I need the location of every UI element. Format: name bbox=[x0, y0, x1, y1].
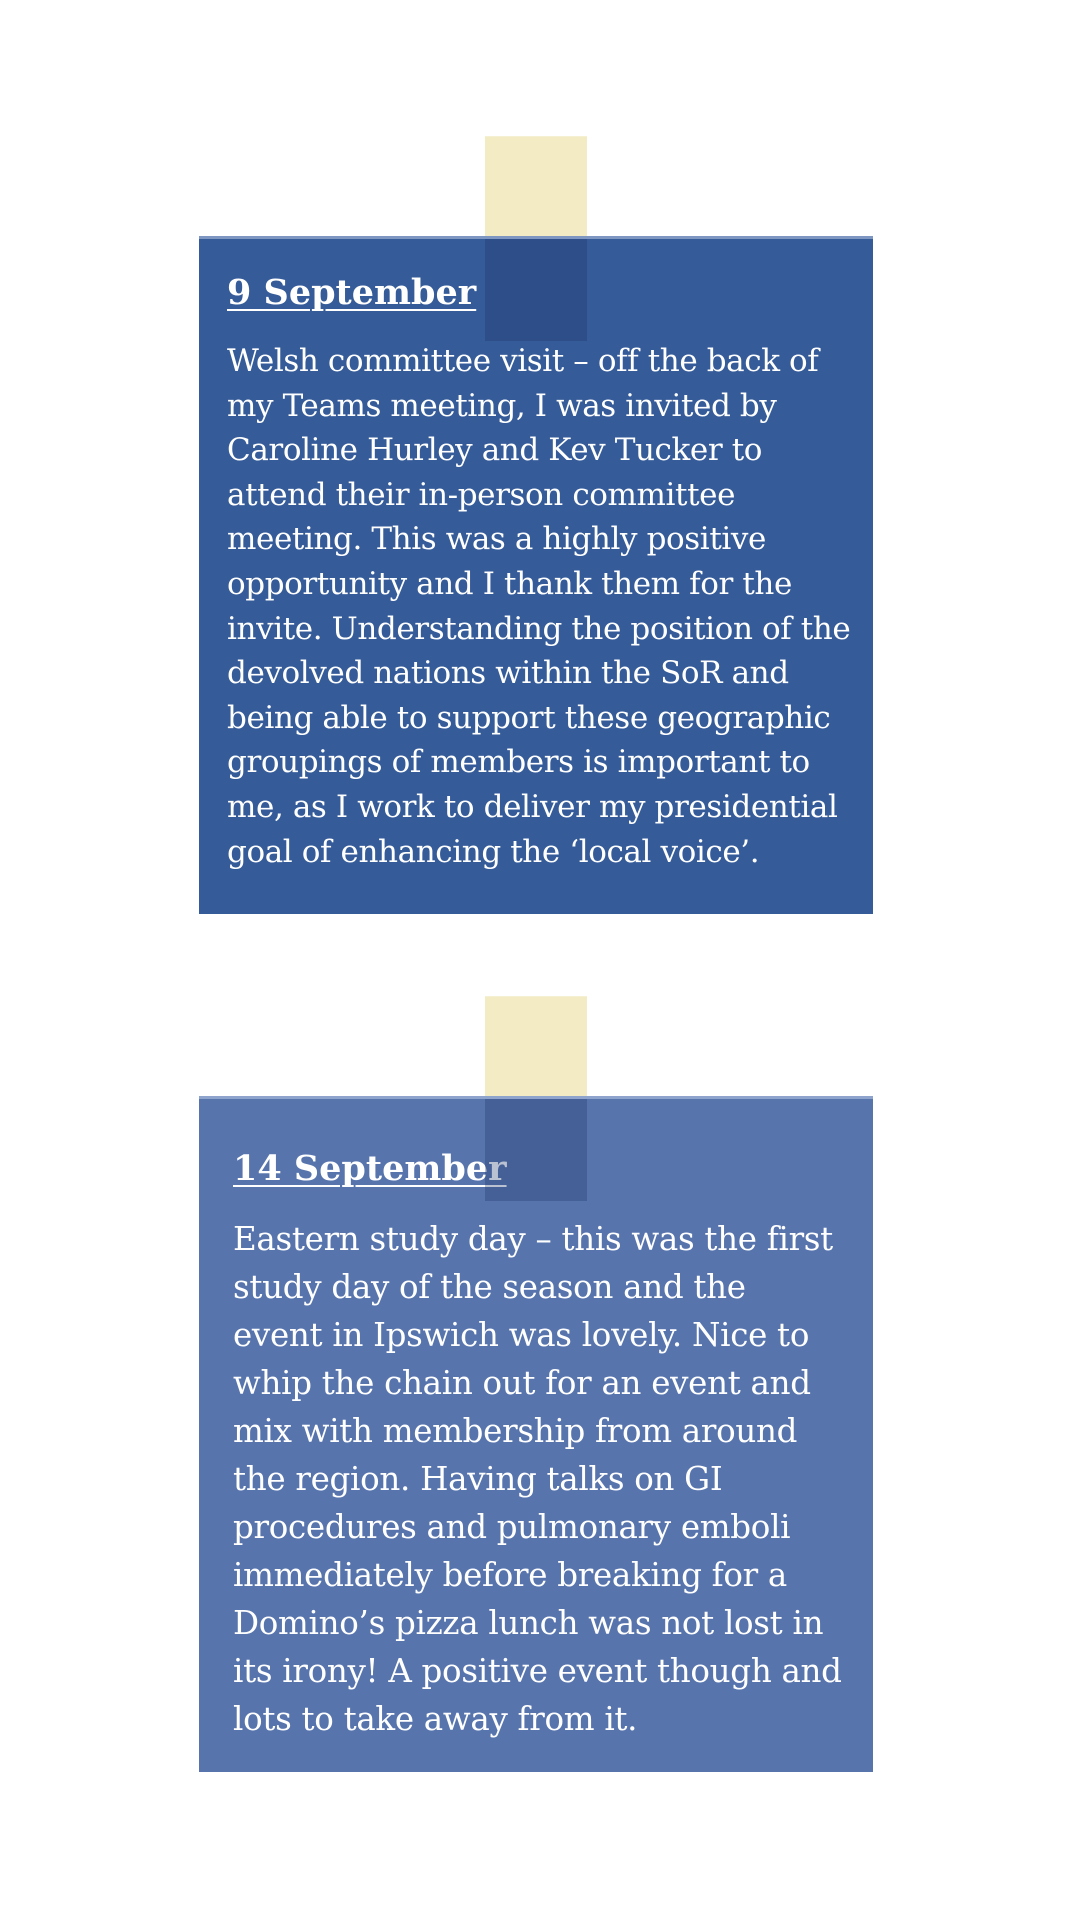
note-text-2: Eastern study day – this was the first study day of the season and the event in Ipswich was lovely. Nice to whip the chain out for an event and mix with membership from around the region. Having talks on GI procedures and pulmonary emboli immediately before breaking for a Domino’s pizza lunch was not lost in its irony! A positive event though and lots to take away from it. bbox=[233, 1220, 842, 1738]
note-date-1: 9 September bbox=[227, 272, 477, 313]
tape-overlap-1 bbox=[485, 239, 587, 341]
tape-1 bbox=[485, 136, 587, 239]
tape-overlap-2 bbox=[485, 1099, 587, 1201]
note-date-2: 14 September bbox=[233, 1148, 507, 1189]
tape-2 bbox=[485, 996, 587, 1099]
note-text-1: Welsh committee visit – off the back of my Teams meeting, I was invited by Caroline Hurley and Kev Tucker to attend their in-person committee meeting. This was a highly positive opportunity and I thank them for the invite. Understanding the position of the devolved nations within the SoR and being able to support these geographic groupings of members is important to me, as I work to deliver my presidential goal of enhancing the ‘local voice’. bbox=[227, 343, 851, 870]
